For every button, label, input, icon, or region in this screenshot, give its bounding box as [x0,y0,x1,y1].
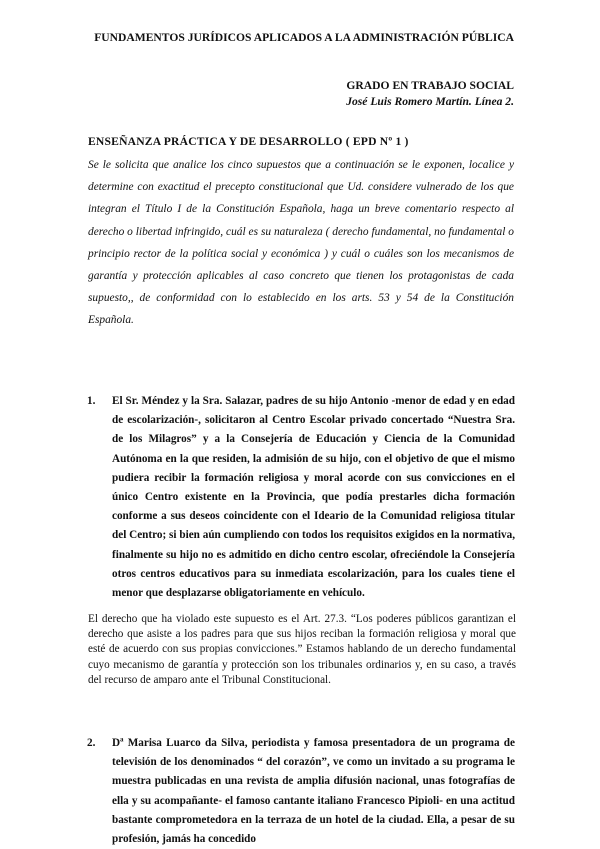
epd-title: ENSEÑANZA PRÁCTICA Y DE DESARROLLO ( EPD Nº 1 ) [88,135,409,148]
case-item-1 [87,392,515,603]
answer-paragraph: El derecho que ha violado este supuesto es el Art. 27.3. “Los poderes públicos garantizan el derecho que asiste a los padres para que sus hijos reciban la formación religiosa y moral que esté de acuerdo con sus propias convicciones.” Estamos hablando de un derecho fundamental cuyo mecanismo de garantía y protección son los tribunales ordinarios y, en su caso, a través del recurso de amparo ante el Tribunal Constitucional. [88,613,516,686]
instructions-paragraph: Se le solicita que analice los cinco supuestos que a continuación se le exponen, localice y determine con exactitud el precepto constitucional que Ud. considere vulnerado de los que integran el Título I de la Constitución Española, haga un breve comentario respecto al derecho o libertad infringido, cuál es su naturaleza ( derecho fundamental, no fundamental o principio rector de la política social y económica ) y cuál o cuáles son los mecanismos de garantía y protección aplicables al caso concreto que tienen los protagonistas de cada supuesto,, de conformidad con lo establecido en los arts. 53 y 54 de la Constitución Española. [88,159,514,327]
case-text: El Sr. Méndez y la Sra. Salazar, padres de su hijo Antonio -menor de edad y en edad de escolarización-, solicitaron al Centro Escolar privado concertado “Nuestra Sra. de los Milagros” y a la Consejería de Educación y Ciencia de la Comunidad Autónoma en la que residen, la admisión de su hijo, con el objetivo de que el mismo pudiera recibir la formación religiosa y moral acorde con sus convicciones en el único Centro existente en la Provincia, que podía prestarles dicha formación conforme a sus deseos coincidente con el Ideario de la Comunidad religiosa titular del Centro; si bien aún cumpliendo con todos los requisitos exigidos en la normativa, finalmente su hijo no es admitido en dicho centro escolar, ofreciéndole la Consejería otros centros educativos para su inmediata escolarización, para los cuales tiene el menor que desplazarse obligatoriamente en vehículo. [112,395,515,600]
degree-line: GRADO EN TRABAJO SOCIAL [346,79,514,92]
case-number: 2. [87,737,96,749]
case-text: Dª Marisa Luarco da Silva, periodista y famosa presentadora de un programa de televisión de los denominados “ del corazón”, ve como un invitado a su programa le muestra publicadas en una revista de amplia difusión nacional, unas fotografías de ella y su acompañante- el famoso cantante italiano Francesco Pipioli- en una actitud bastante comprometedora en la terraza de un hotel de la ciudad. Ella, a pesar de su profesión, jamás ha concedido [112,737,515,846]
case-item-2 [87,734,515,849]
author-line: José Luis Romero Martín. Línea 2. [346,95,514,108]
case-number: 1. [87,395,96,407]
course-title: FUNDAMENTOS JURÍDICOS APLICADOS A LA ADMINISTRACIÓN PÚBLICA [94,31,514,44]
